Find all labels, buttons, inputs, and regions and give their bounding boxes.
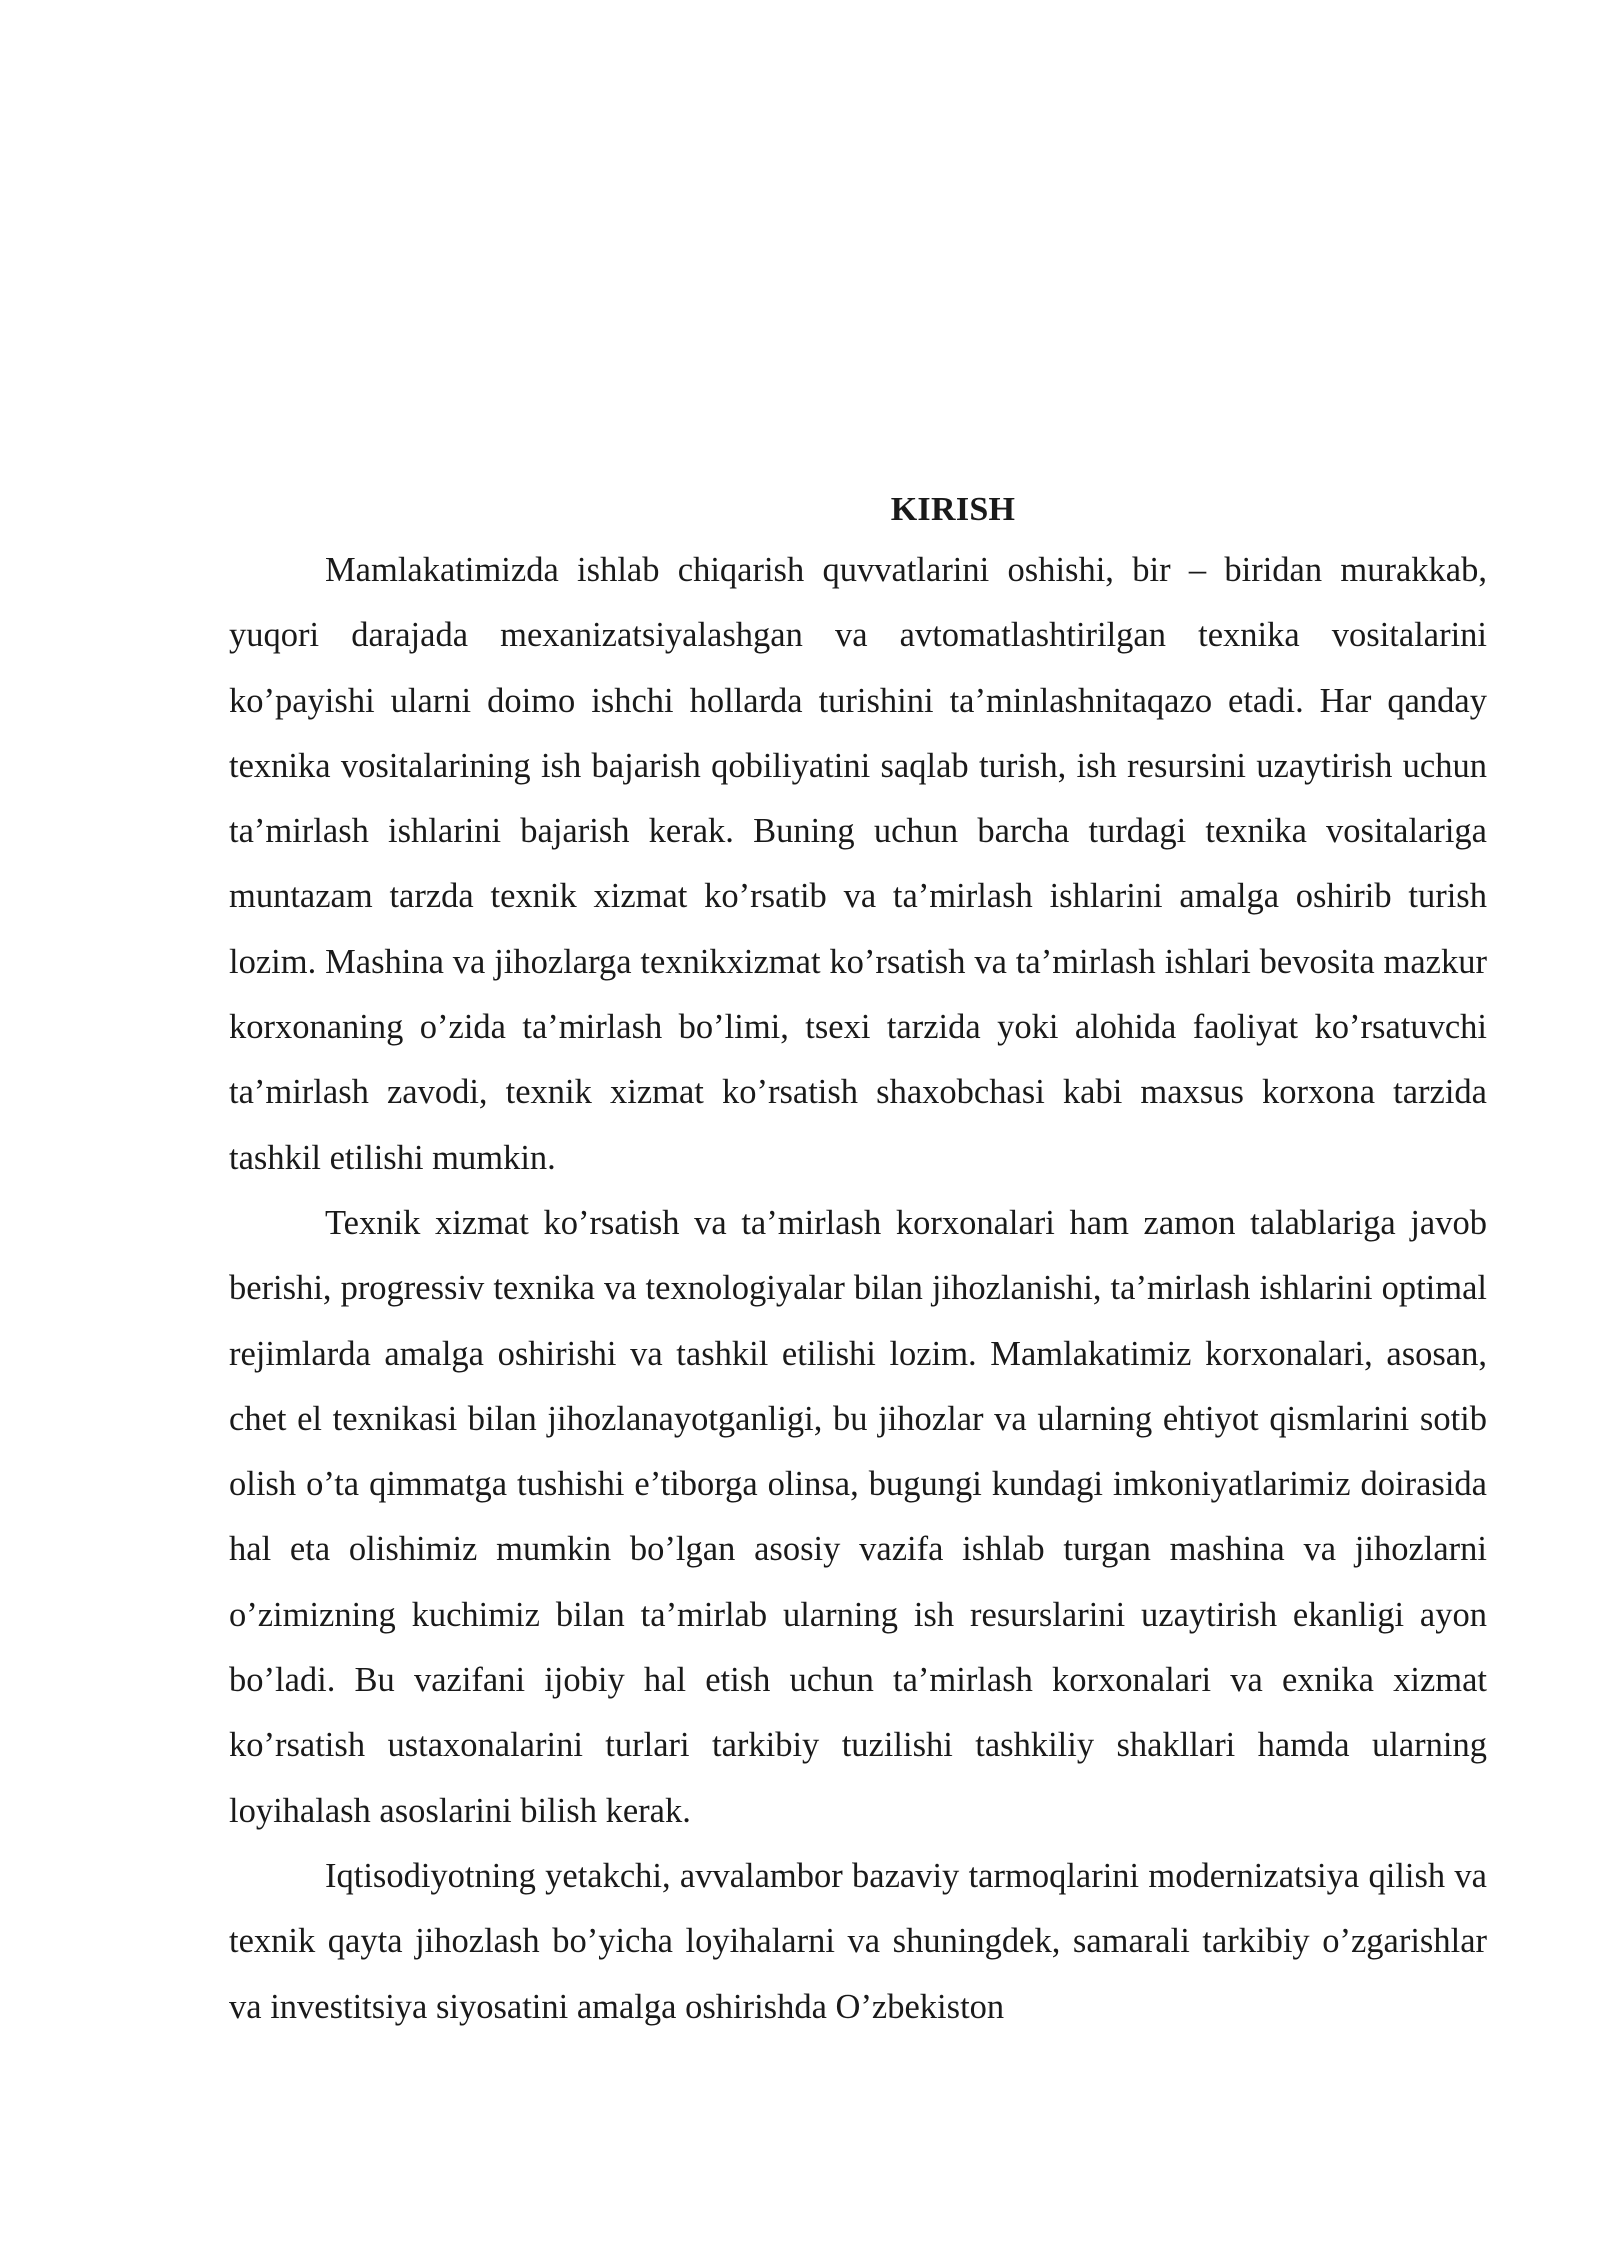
paragraph-2: Texnik xizmat ko’rsatish va ta’mirlash korxonalari ham zamon talablariga javob berishi, progressiv texnika va texnologiyalar bilan jihozlanishi, ta’mirlash ishlarini optimal rejimlarda amalga oshirishi va tashkil etilishi lozim. Mamlakatimiz korxonalari, asosan, chet el texnikasi bilan jihozlanayotganligi, bu jihozlar va ularning ehtiyot qismlarini sotib olish o’ta qimmatga tushishi e’tiborga olinsa, bugungi kundagi imkoniyatlarimiz doirasida hal eta olishimiz mumkin bo’lgan asosiy vazifa ishlab turgan mashina va jihozlarni o’zimizning kuchimiz bilan ta’mirlab ularning ish resurslarini uzaytirish ekanligi ayon bo’ladi. Bu vazifani ijobiy hal etish uchun ta’mirlash korxonalari va exnika xizmat ko’rsatish ustaxonalarini turlari tarkibiy tuzilishi tashkiliy shakllari hamda ularning loyihalash asoslarini bilish kerak. [229,1203,1487,1830]
paragraph-1: Mamlakatimizda ishlab chiqarish quvvatlarini oshishi, bir – biridan murakkab, yuqori darajada mexanizatsiyalashgan va avtomatlashtirilgan texnika vositalarini ko’payishi ularni doimo ishchi hollarda turishini ta’minlashnitaqazo etadi. Har qanday texnika vositalarining ish bajarish qobiliyatini saqlab turish, ish resursini uzaytirish uchun ta’mirlash ishlarini bajarish kerak. Buning uchun barcha turdagi texnika vositalariga muntazam tarzda texnik xizmat ko’rsatib va ta’mirlash ishlarini amalga oshirib turish lozim. Mashina va jihozlarga texnikxizmat ko’rsatish va ta’mirlash ishlari bevosita mazkur korxonaning o’zida ta’mirlash bo’limi, tsexi tarzida yoki alohida faoliyat ko’rsatuvchi ta’mirlash zavodi, texnik xizmat ko’rsatish shaxobchasi kabi maxsus korxona tarzida tashkil etilishi mumkin. [229,551,1487,1177]
document-body [229,486,1487,2040]
section-heading: KIRISH [890,491,1016,528]
paragraph-3: Iqtisodiyotning yetakchi, avvalambor bazaviy tarmoqlarini modernizatsiya qilish va texnik qayta jihozlash bo’yicha loyihalarni va shuningdek, samarali tarkibiy o’zgarishlar va investitsiya siyosatini amalga oshirishda O’zbekiston [229,1856,1487,2026]
